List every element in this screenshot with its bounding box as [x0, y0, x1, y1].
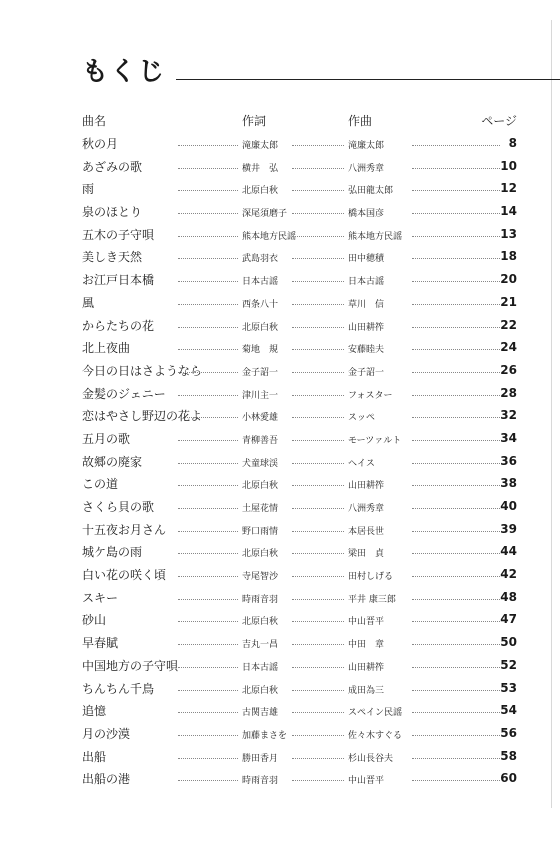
toc-entry[interactable]: [82, 405, 517, 428]
composer-name: 草川 信: [348, 299, 385, 310]
lyricist-name: 北原白秋: [242, 685, 279, 696]
lyricist-name: 野口雨情: [242, 526, 279, 537]
dot-leader: [292, 304, 344, 305]
dot-leader: [412, 485, 500, 486]
composer-name: 杉山長谷夫: [348, 753, 394, 764]
composer-name: 弘田龍太郎: [348, 186, 394, 197]
title-underline: [176, 79, 560, 80]
dot-leader: [412, 508, 500, 509]
song-title: 泉のほとり: [82, 205, 143, 220]
toc-entry[interactable]: [82, 133, 517, 156]
dot-leader: [292, 508, 344, 509]
toc-entry[interactable]: [82, 655, 517, 678]
page-number: 58: [500, 748, 517, 763]
dot-leader: [292, 780, 344, 781]
toc-entry[interactable]: [82, 178, 517, 201]
lyricist-name: 津川主一: [242, 390, 279, 401]
dot-leader: [412, 417, 500, 418]
composer-name: 成田為三: [348, 685, 385, 696]
lyricist-name: 滝廉太郎: [242, 141, 279, 151]
dot-leader: [292, 735, 344, 736]
page-number: 47: [500, 612, 517, 627]
song-title: 早春賦: [82, 636, 119, 651]
toc-entry[interactable]: [82, 201, 517, 224]
dot-leader: [292, 190, 344, 191]
dot-leader: [292, 463, 344, 464]
song-title: 白い花の咲く頃: [82, 568, 167, 583]
composer-name: 田村しげる: [348, 572, 394, 583]
header-page: ページ: [481, 114, 517, 128]
lyricist-name: 加藤まさを: [242, 730, 288, 741]
toc-entry[interactable]: [82, 360, 517, 383]
toc-list: [82, 133, 517, 791]
dot-leader: [412, 621, 500, 622]
toc-entry[interactable]: [82, 246, 517, 269]
lyricist-name: 時雨音羽: [242, 776, 279, 787]
page-number: 24: [500, 340, 517, 355]
page-number: 14: [500, 204, 517, 219]
dot-leader: [292, 395, 344, 396]
dot-leader: [292, 327, 344, 328]
page-number: 34: [500, 430, 517, 445]
dot-leader: [412, 667, 500, 668]
lyricist-name: 菊地 規: [242, 345, 279, 356]
page-number: 56: [500, 725, 517, 740]
toc-entry[interactable]: [82, 156, 517, 179]
lyricist-name: 金子詔一: [242, 367, 279, 378]
page-title: もくじ: [82, 57, 167, 87]
composer-name: 中山晋平: [348, 776, 385, 787]
song-title: 秋の月: [82, 137, 119, 151]
dot-leader: [412, 576, 500, 577]
dot-leader: [412, 553, 500, 554]
toc-entry[interactable]: [82, 632, 517, 655]
lyricist-name: 青柳善吾: [242, 435, 279, 446]
page-number: 38: [500, 476, 517, 491]
dot-leader: [292, 667, 344, 668]
page-number: 54: [500, 703, 517, 718]
dot-leader: [178, 712, 238, 713]
song-title: さくら貝の歌: [82, 500, 155, 514]
dot-leader: [412, 531, 500, 532]
dot-leader: [178, 190, 238, 191]
song-title: 風: [82, 295, 95, 310]
dot-leader: [292, 417, 344, 418]
page-number: 10: [500, 158, 517, 173]
dot-leader: [178, 349, 238, 350]
lyricist-name: 北原白秋: [242, 617, 279, 628]
page-number: 60: [500, 771, 517, 786]
dot-leader: [292, 281, 344, 282]
toc-entry[interactable]: [82, 428, 517, 451]
dot-leader: [292, 349, 344, 350]
dot-leader: [178, 735, 238, 736]
composer-name: スペイン民謡: [348, 708, 403, 719]
lyricist-name: 日本古謡: [242, 662, 279, 673]
page-edge-rule: [551, 20, 552, 808]
page-number: 53: [500, 680, 517, 695]
composer-name: 橋本国彦: [348, 209, 385, 220]
dot-leader: [178, 213, 238, 214]
page-number: 26: [500, 362, 517, 377]
composer-name: 滝廉太郎: [348, 141, 385, 151]
dot-leader: [178, 599, 238, 600]
toc-entry[interactable]: [82, 496, 517, 519]
dot-leader: [178, 463, 238, 464]
dot-leader: [292, 553, 344, 554]
composer-name: 山田耕筰: [348, 662, 385, 673]
dot-leader: [412, 440, 500, 441]
lyricist-name: 土屋花情: [242, 504, 279, 514]
composer-name: 安藤睦夫: [348, 345, 385, 356]
lyricist-name: 古関吉雄: [242, 708, 279, 719]
lyricist-name: 吉丸一昌: [242, 640, 279, 651]
page-number: 18: [500, 249, 517, 264]
lyricist-name: 北原白秋: [242, 549, 279, 560]
dot-leader: [178, 780, 238, 781]
page-number: 40: [500, 499, 517, 513]
toc-entry[interactable]: [82, 768, 517, 791]
song-title: 十五夜お月さん: [82, 522, 167, 537]
toc-entry[interactable]: [82, 224, 517, 247]
composer-name: 山田耕筰: [348, 322, 385, 333]
dot-leader: [412, 349, 500, 350]
page-number: 52: [500, 657, 517, 672]
page-number: 36: [500, 453, 517, 468]
dot-leader: [292, 145, 344, 146]
page-number: 44: [500, 544, 517, 559]
toc-entry[interactable]: [82, 519, 517, 542]
dot-leader: [412, 780, 500, 781]
dot-leader: [178, 372, 238, 373]
composer-name: 本居長世: [348, 526, 385, 537]
lyricist-name: 深尾須磨子: [242, 209, 288, 220]
dot-leader: [412, 168, 500, 169]
dot-leader: [178, 758, 238, 759]
page-number: 20: [500, 272, 517, 287]
song-title: 故郷の廃家: [82, 454, 143, 469]
lyricist-name: 熊本地方民謡: [242, 231, 297, 242]
song-title: 美しき天然: [82, 250, 143, 265]
toc-entry[interactable]: [82, 541, 517, 564]
dot-leader: [178, 327, 238, 328]
dot-leader: [412, 690, 500, 691]
lyricist-name: 小林愛雄: [242, 413, 279, 424]
page-number: 21: [500, 294, 517, 309]
toc-entry[interactable]: [82, 315, 517, 338]
dot-leader: [178, 531, 238, 532]
dot-leader: [178, 281, 238, 282]
page-number: 50: [500, 635, 517, 650]
page-number: 22: [500, 317, 517, 332]
dot-leader: [178, 690, 238, 691]
dot-leader: [178, 168, 238, 169]
dot-leader: [292, 712, 344, 713]
dot-leader: [178, 304, 238, 305]
lyricist-name: 犬童球渓: [242, 458, 279, 469]
column-header-row: [82, 112, 517, 128]
song-title: 北上夜曲: [82, 341, 131, 356]
toc-entry[interactable]: [82, 746, 517, 769]
page-number: 48: [500, 589, 517, 604]
header-song: 曲名: [82, 114, 107, 128]
page-number: 8: [508, 136, 517, 150]
composer-name: 山田耕筰: [348, 481, 385, 492]
dot-leader: [292, 168, 344, 169]
composer-name: 熊本地方民謡: [348, 231, 403, 242]
composer-name: 中田 章: [348, 640, 385, 651]
song-title: ちんちん千鳥: [82, 681, 155, 696]
page-number: 42: [500, 567, 517, 582]
dot-leader: [178, 576, 238, 577]
dot-leader: [292, 258, 344, 259]
song-title: 雨: [82, 182, 95, 197]
dot-leader: [178, 145, 238, 146]
lyricist-name: 日本古謡: [242, 277, 279, 288]
composer-name: 田中穂積: [348, 254, 385, 265]
dot-leader: [292, 621, 344, 622]
dot-leader: [178, 508, 238, 509]
lyricist-name: 武島羽衣: [242, 254, 279, 265]
page-number: 39: [500, 521, 517, 536]
dot-leader: [292, 213, 344, 214]
composer-name: スッペ: [348, 413, 375, 424]
toc-entry[interactable]: [82, 723, 517, 746]
toc-entry[interactable]: [82, 587, 517, 610]
composer-name: フォスター: [348, 390, 393, 401]
lyricist-name: 横井 弘: [242, 163, 279, 174]
title-row: [82, 52, 560, 86]
page-number: 28: [500, 385, 517, 400]
toc-entry[interactable]: [82, 269, 517, 292]
dot-leader: [412, 758, 500, 759]
dot-leader: [412, 372, 500, 373]
composer-name: モーツァルト: [348, 435, 402, 446]
song-title: からたちの花: [82, 318, 155, 333]
toc-entry[interactable]: [82, 678, 517, 701]
song-title: この道: [82, 477, 119, 492]
dot-leader: [178, 236, 238, 237]
lyricist-name: 勝田香月: [242, 753, 279, 764]
lyricist-name: 寺尾智沙: [242, 572, 279, 583]
dot-leader: [292, 644, 344, 645]
lyricist-name: 時雨音羽: [242, 594, 279, 605]
dot-leader: [412, 258, 500, 259]
song-title: あざみの歌: [82, 159, 143, 174]
song-title: 五木の子守唄: [82, 227, 155, 242]
song-title: 出船の港: [82, 772, 131, 787]
dot-leader: [412, 213, 500, 214]
toc-entry[interactable]: [82, 451, 517, 474]
lyricist-name: 西条八十: [242, 299, 279, 310]
dot-leader: [412, 395, 500, 396]
composer-name: 八洲秀章: [348, 163, 385, 174]
dot-leader: [178, 440, 238, 441]
dot-leader: [412, 463, 500, 464]
dot-leader: [178, 553, 238, 554]
dot-leader: [412, 236, 500, 237]
dot-leader: [412, 712, 500, 713]
dot-leader: [412, 599, 500, 600]
toc-entry[interactable]: [82, 564, 517, 587]
song-title: 恋はやさし野辺の花よ: [82, 409, 203, 424]
dot-leader: [178, 667, 238, 668]
lyricist-name: 北原白秋: [242, 481, 279, 492]
dot-leader: [292, 372, 344, 373]
composer-name: 梁田 貞: [348, 549, 385, 560]
dot-leader: [178, 417, 238, 418]
dot-leader: [178, 395, 238, 396]
page-number: 12: [500, 181, 517, 196]
dot-leader: [178, 485, 238, 486]
dot-leader: [412, 644, 500, 645]
song-title: 砂山: [82, 613, 107, 628]
dot-leader: [292, 440, 344, 441]
dot-leader: [412, 281, 500, 282]
dot-leader: [292, 236, 344, 237]
header-composer: 作曲: [348, 114, 373, 128]
song-title: 今日の日はさようなら: [82, 363, 203, 378]
composer-name: 金子詔一: [348, 367, 385, 378]
song-title: お江戸日本橋: [82, 273, 155, 288]
toc-entry[interactable]: [82, 383, 517, 406]
dot-leader: [412, 304, 500, 305]
composer-name: 八洲秀章: [348, 504, 385, 514]
song-title: 五月の歌: [82, 431, 131, 446]
dot-leader: [412, 190, 500, 191]
composer-name: 平井 康三郎: [348, 594, 396, 605]
dot-leader: [292, 690, 344, 691]
dot-leader: [292, 599, 344, 600]
song-title: 中国地方の子守唄: [82, 658, 179, 673]
toc-entry[interactable]: [82, 292, 517, 315]
toc-entry[interactable]: [82, 337, 517, 360]
dot-leader: [178, 258, 238, 259]
toc-entry[interactable]: [82, 700, 517, 723]
song-title: スキー: [82, 590, 119, 605]
composer-name: 中山晋平: [348, 617, 385, 628]
header-lyricist: 作詞: [242, 114, 267, 128]
toc-entry[interactable]: [82, 473, 517, 496]
composer-name: 佐々木すぐる: [348, 730, 403, 741]
page-number: 13: [500, 226, 517, 241]
page-number: 32: [500, 408, 517, 423]
song-title: 城ケ島の雨: [82, 545, 143, 560]
lyricist-name: 北原白秋: [242, 186, 279, 197]
dot-leader: [178, 644, 238, 645]
lyricist-name: 北原白秋: [242, 322, 279, 333]
dot-leader: [292, 758, 344, 759]
song-title: 追憶: [82, 704, 107, 719]
song-title: 出船: [82, 749, 107, 764]
song-title: 月の沙漠: [82, 726, 131, 741]
dot-leader: [292, 531, 344, 532]
song-title: 金髪のジェニー: [82, 386, 166, 401]
dot-leader: [412, 145, 500, 146]
dot-leader: [178, 621, 238, 622]
composer-name: 日本古謡: [348, 277, 385, 288]
dot-leader: [412, 327, 500, 328]
dot-leader: [292, 576, 344, 577]
composer-name: ヘイス: [348, 458, 375, 469]
toc-entry[interactable]: [82, 609, 517, 632]
dot-leader: [412, 735, 500, 736]
dot-leader: [292, 485, 344, 486]
